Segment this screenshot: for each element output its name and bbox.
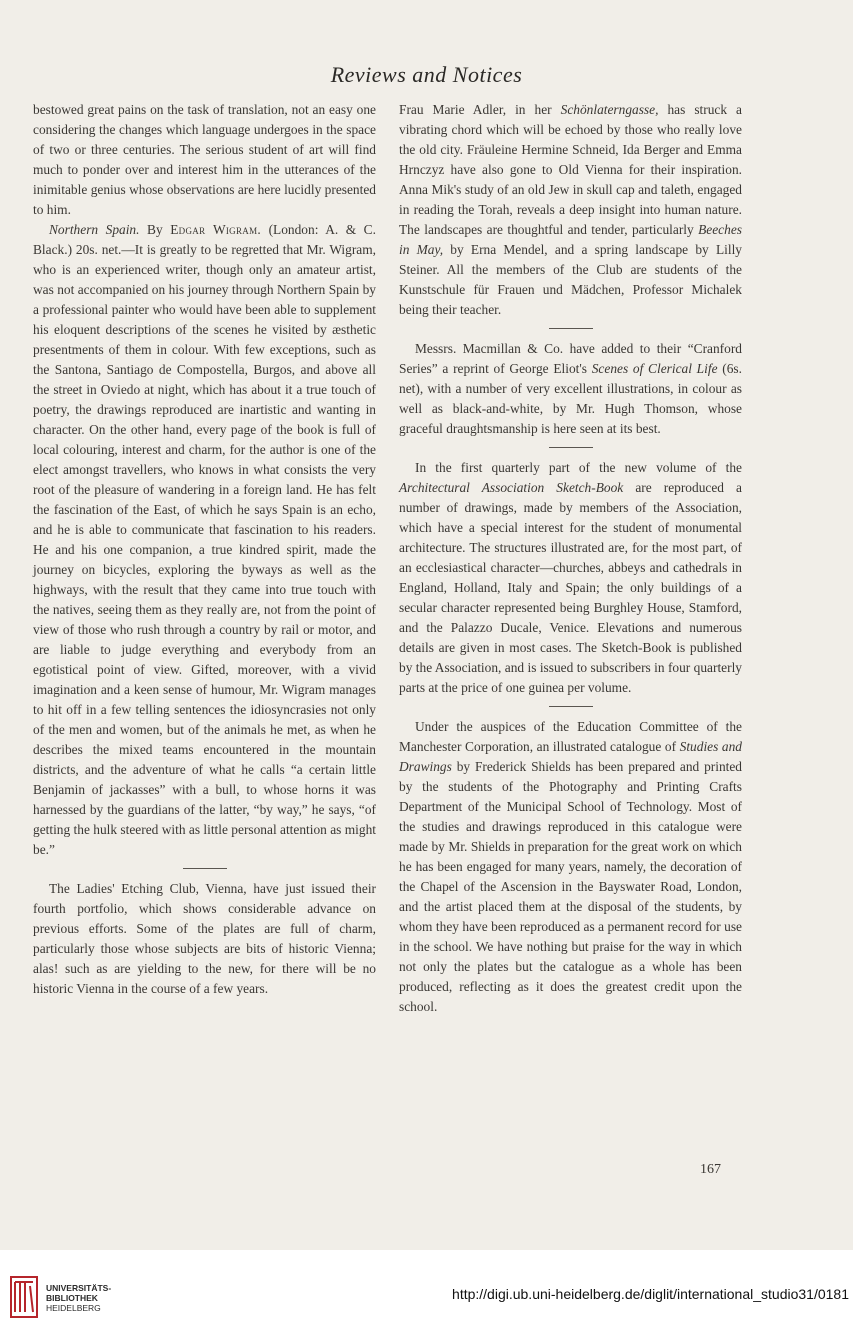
text-run: (6s. net), with a number of very excellent illustrations, in colour as well as black-and-white, by Mr. Hugh Thomson, whose graceful draughtsmanship is here seen at its best. xyxy=(399,361,742,436)
section-divider xyxy=(549,328,593,329)
library-name xyxy=(46,1283,111,1313)
text-run: Messrs. Macmillan & Co. have added to their “Cranford Series” a reprint of George Eliot's xyxy=(399,341,742,376)
catalogue-title: Studies and Drawings xyxy=(399,739,742,774)
right-column xyxy=(399,100,742,1017)
book-title: Northern Spain. xyxy=(49,222,140,237)
library-logo-icon xyxy=(10,1276,38,1318)
text-run: Frau Marie Adler, in her xyxy=(399,102,552,117)
section-divider xyxy=(549,706,593,707)
notice-ladies-etching-club: The Ladies' Etching Club, Vienna, have just issued their fourth portfolio, which shows considerable advance on previous efforts. Some of the plates are full of charm, particularly those whose subjects are bits of historic Vienna; alas! such as are yielding to the new, for there will be no historic Vienna in the course of a few years. xyxy=(33,881,376,996)
text-run: Under the auspices of the Education Committee of the Manchester Corporation, an illustrated catalogue of xyxy=(399,719,742,754)
notice-vienna-artists xyxy=(399,100,742,320)
notice-macmillan xyxy=(399,339,742,439)
book-title: Scenes of Clerical Life xyxy=(591,361,718,376)
work-title: Beeches in May, xyxy=(399,222,742,257)
page-number: 167 xyxy=(700,1162,721,1177)
by-word: By xyxy=(147,222,163,237)
text-run: are reproduced a number of drawings, made by members of the Association, which have a special interest for the student of monumental architecture. The structures illustrated are, for the most part, of an ecclesiastical character—churches, abbeys and cathedrals in England, Holland, Italy and Spain; the only buildings of a secular character represented being Burghley House, Stamford, and the Palazzo Ducale, Venice. Elevations and numerous details are given in most cases. The Sketch-Book is published by the Association, and is issued to subscribers in four quarterly parts at the price of one guinea per volume. xyxy=(399,480,743,695)
left-column xyxy=(33,100,376,999)
author-name: Edgar Wigram. xyxy=(170,222,262,237)
paragraph-translation: bestowed great pains on the task of translation, not an easy one considering the changes which language undergoes in the space of two or three centuries. The serious student of art will find much to ponder over and interest him in the utterances of the inimitable genius whose observations are here lucidly presented to him. xyxy=(33,102,376,217)
review-body: (London: A. & C. Black.) 20s. net.—It is greatly to be regretted that Mr. Wigram, who is an experienced writer, though only an amateur artist, was not accompanied on his journey through Northern Spain by a professional painter who would have been able to supplement his eloquent descriptions of the scenes he visited by æsthetic presentments of them in colour. With few exceptions, such as the Santona, Santiago de Compostella, Burgos, and above all the street in Oviedo at night, which has about it a true touch of poetry, the drawings reproduced are inartistic and wanting in character. On the other hand, every page of the book is full of local colouring, interest and charm, for the author is one of the elect amongst travellers, who knows in what consists the very root of the pleasure of wandering in a foreign land. He has felt the fascination of the East, of which he says Spain is an echo, and he is able to communicate that fascination to his readers. He and his one companion, a true kindred spirit, made the journey on bicycles, exploring the byways as well as the highways, with the result that they came into true touch with the natives, seeing them as they really are, not from the point of view of those who rush through a country by rail or motor, and are liable to judge everything and everybody from an egotistical point of view. Gifted, moreover, with a vivid imagination and a keen sense of humour, Mr. Wigram manages to hit off in a few telling sentences the idiosyncrasies not only of the men and women, but of the animals he met, as when he describes the mixed teams encountered in the mountain districts, and the adventure of what he calls “a certain little Benjamin of jackasses” with a bull, to whose horns it was harnessed by the guardians of the latter, “by way,” he says, “of getting the hulk steered with as little personal attention as might be.” xyxy=(33,222,376,857)
notice-sketch-book xyxy=(399,458,742,698)
text-run: by Erna Mendel, and a spring landscape by Lilly Steiner. All the members of the Club are students of the Kunstschule für Frauen und Mädchen, Professor Michalek being their teacher. xyxy=(399,242,742,317)
text-run: has struck a vibrating chord which will be echoed by those who really love the old city. Fräuleine Hermine Schneid, Ida Berger and Emma Hrnczyz have also gone to Old Vienna for their inspiration. Anna Mik's study of an old Jew in skull cap and taleth, engaged in reading the Torah, reveals a deep insight into human nature. The landscapes are thoughtful and tender, particularly xyxy=(399,102,742,237)
publication-title: Architectural Association Sketch-Book xyxy=(399,480,624,495)
source-url-link[interactable]: http://digi.ub.uni-heidelberg.de/diglit/international_studio31/0181 xyxy=(452,1286,849,1302)
work-title: Schönlaterngasse, xyxy=(560,102,659,117)
running-header: Reviews and Notices xyxy=(330,62,523,87)
notice-manchester xyxy=(399,717,742,1017)
library-name-line: UNIVERSITÄTS- xyxy=(46,1283,112,1293)
text-run: by Frederick Shields has been prepared and printed by the students of the Photography and Printing Crafts Department of the Municipal School of Technology. Most of the studies and drawings reproduced in this catalogue were made by Mr. Shields in preparation for the great work on which he has been engaged for many years, namely, the decoration of the Chapel of the Ascension in the Bayswater Road, London, and the artist placed them at the disposal of the students, by whom they have been reproduced as a permanent record for use in the school. We have nothing but praise for the way in which not only the plates but the catalogue as a whole has been produced, reflecting as it does the greatest credit upon the school. xyxy=(399,759,742,1014)
library-footer xyxy=(0,1250,853,1332)
library-name-line: HEIDELBERG xyxy=(46,1303,101,1313)
text-run: In the first quarterly part of the new volume of the xyxy=(415,460,742,475)
review-northern-spain xyxy=(33,220,376,860)
library-name-line: BIBLIOTHEK xyxy=(46,1293,98,1303)
section-divider xyxy=(183,868,227,869)
section-divider xyxy=(549,447,593,448)
